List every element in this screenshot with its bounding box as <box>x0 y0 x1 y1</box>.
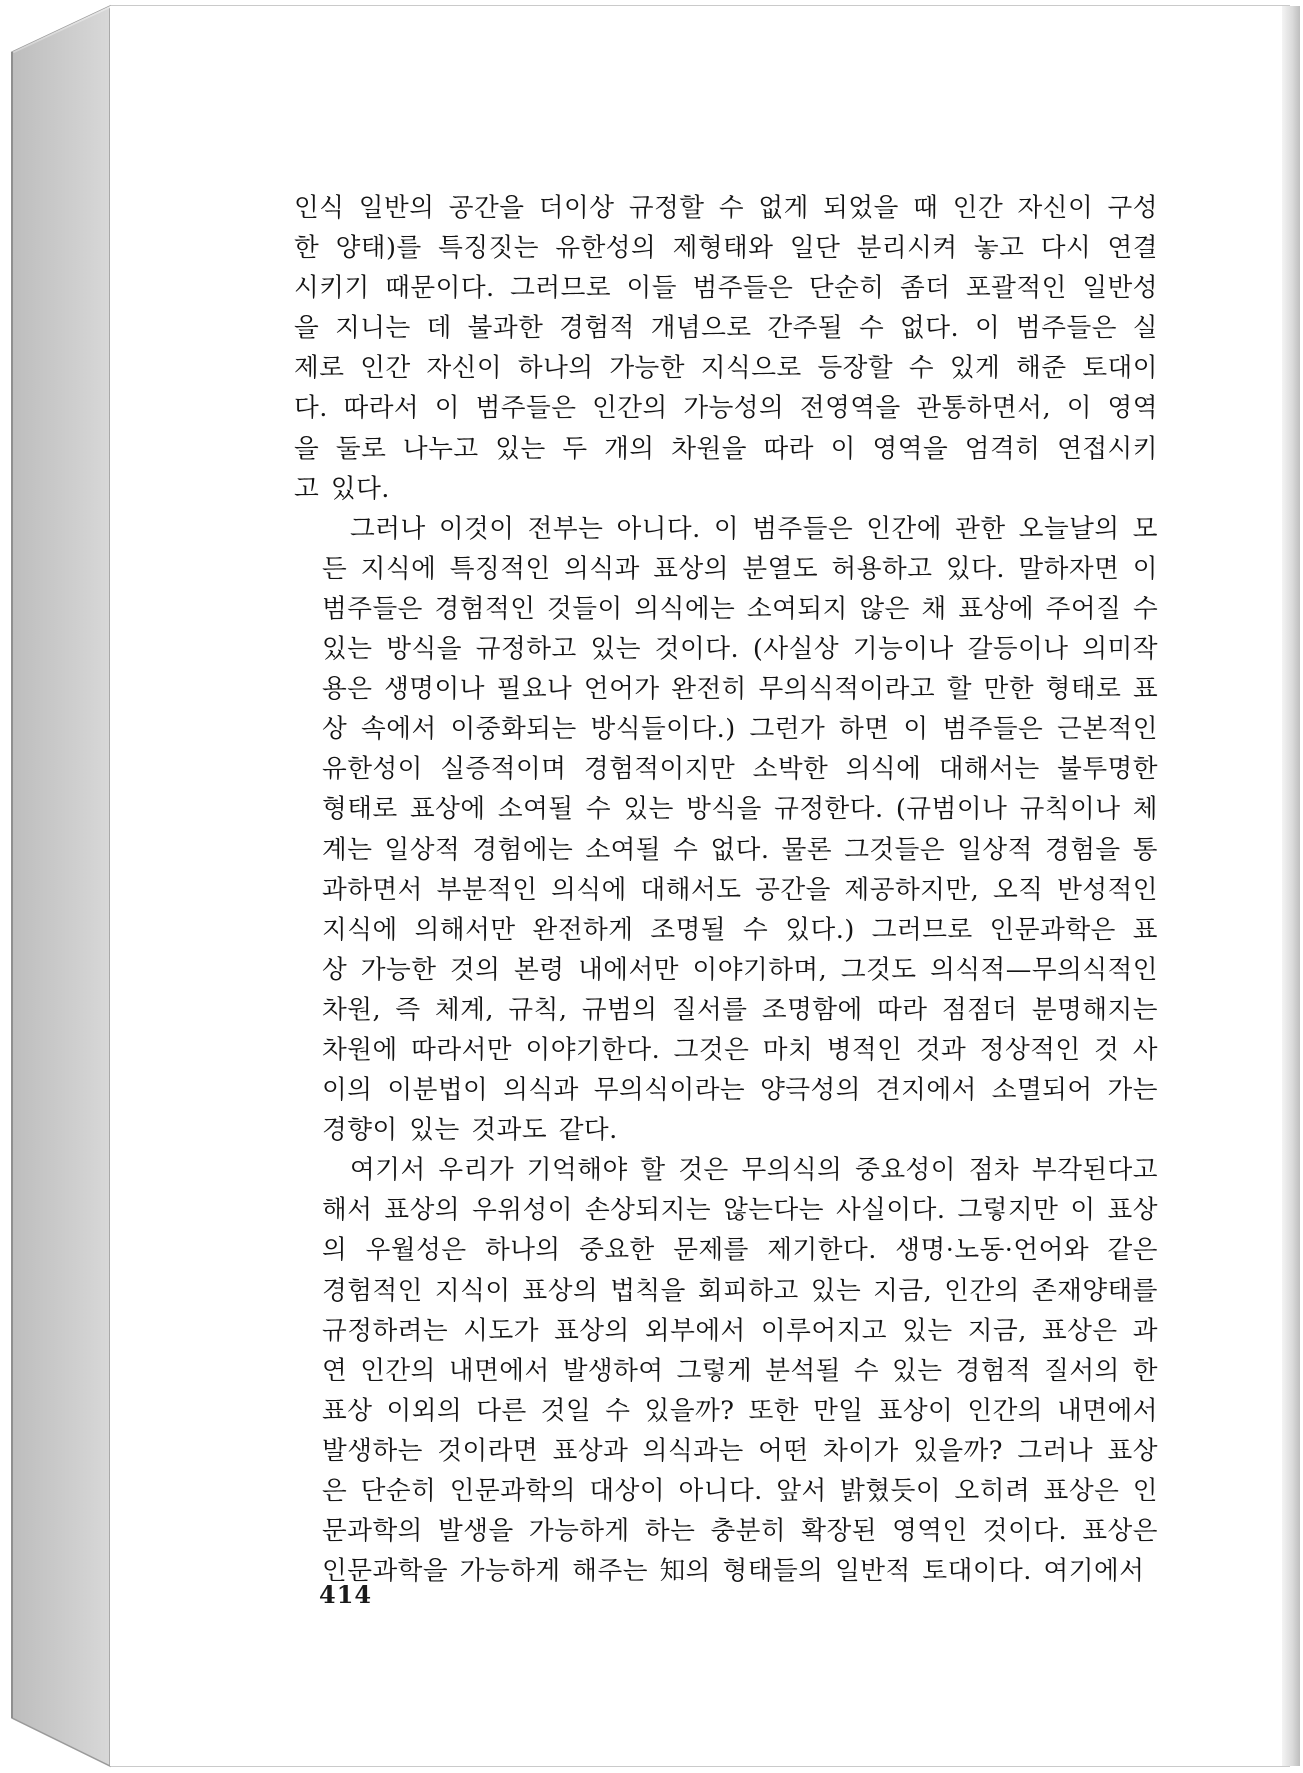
text-line: 다. 따라서 이 범주들은 인간의 가능성의 전영역을 관통하면서, 이 영역 <box>294 393 1158 424</box>
text-line: 을 지니는 데 불과한 경험적 개념으로 간주될 수 없다. 이 범주들은 실 <box>294 313 1158 344</box>
paragraph <box>294 509 1158 1151</box>
text-line: 과하면서 부분적인 의식에 대해서도 공간을 제공하지만, 오직 반성적인 <box>322 874 1158 905</box>
text-line: 차원, 즉 체계, 규칙, 규범의 질서를 조명함에 따라 점점더 분명해지는 <box>322 994 1158 1025</box>
text-line: 인문과학을 가능하게 해주는 知의 형태들의 일반적 토대이다. 여기에서 <box>322 1556 1145 1587</box>
text-line: 연 인간의 내면에서 발생하여 그렇게 분석될 수 있는 경험적 질서의 한 <box>322 1355 1158 1386</box>
text-line: 지식에 의해서만 완전하게 조명될 수 있다.) 그러므로 인문과학은 표 <box>322 914 1158 945</box>
text-line: 인식 일반의 공간을 더이상 규정할 수 없게 되었을 때 인간 자신이 구성 <box>294 193 1158 223</box>
text-line: 여기서 우리가 기억해야 할 것은 무의식의 중요성이 점차 부각된다고 <box>350 1155 1158 1186</box>
paragraph <box>294 1150 1158 1591</box>
paragraph <box>294 188 1158 509</box>
text-line: 해서 표상의 우위성이 손상되지는 않는다는 사실이다. 그렇지만 이 표상 <box>322 1195 1158 1226</box>
text-line: 발생하는 것이라면 표상과 의식과는 어떤 차이가 있을까? 그러나 표상 <box>322 1435 1158 1466</box>
text-line: 차원에 따라서만 이야기한다. 그것은 마치 병적인 것과 정상적인 것 사 <box>322 1034 1158 1065</box>
text-line: 한 양태)를 특징짓는 유한성의 제형태와 일단 분리시켜 놓고 다시 연결 <box>294 233 1158 264</box>
text-line: 계는 일상적 경험에는 소여될 수 없다. 물론 그것들은 일상적 경험을 통 <box>322 834 1158 865</box>
text-line: 상 가능한 것의 본령 내에서만 이야기하며, 그것도 의식적—무의식적인 <box>322 954 1158 985</box>
text-line: 형태로 표상에 소여될 수 있는 방식을 규정한다. (규범이나 규칙이나 체 <box>322 794 1158 825</box>
text-line: 규정하려는 시도가 표상의 외부에서 이루어지고 있는 지금, 표상은 과 <box>322 1315 1158 1346</box>
text-line: 제로 인간 자신이 하나의 가능한 지식으로 등장할 수 있게 해준 토대이 <box>294 353 1158 384</box>
page-right-edge-shadow <box>1282 6 1300 1766</box>
text-line: 고 있다. <box>294 473 390 504</box>
text-line: 문과학의 발생을 가능하게 하는 충분히 확장된 영역인 것이다. 표상은 <box>322 1516 1158 1547</box>
body-text <box>294 188 1158 1591</box>
text-line: 의 우월성은 하나의 중요한 문제를 제기한다. 생명·노동·언어와 같은 <box>322 1235 1158 1266</box>
text-line: 상 속에서 이중화되는 방식들이다.) 그런가 하면 이 범주들은 근본적인 <box>322 714 1158 745</box>
text-line: 을 둘로 나누고 있는 두 개의 차원을 따라 이 영역을 엄격히 연접시키 <box>294 433 1158 464</box>
text-line: 든 지식에 특징적인 의식과 표상의 분열도 허용하고 있다. 말하자면 이 <box>322 553 1158 584</box>
book-spine-shape <box>12 6 110 1766</box>
text-line: 있는 방식을 규정하고 있는 것이다. (사실상 기능이나 갈등이나 의미작 <box>322 634 1158 665</box>
text-line: 경향이 있는 것과도 같다. <box>322 1115 618 1146</box>
text-line: 은 단순히 인문과학의 대상이 아니다. 앞서 밝혔듯이 오히려 표상은 인 <box>322 1476 1158 1506</box>
text-line: 용은 생명이나 필요나 언어가 완전히 무의식적이라고 할 만한 형태로 표 <box>322 674 1159 705</box>
text-line: 그러나 이것이 전부는 아니다. 이 범주들은 인간에 관한 오늘날의 모 <box>350 513 1158 544</box>
text-line: 유한성이 실증적이며 경험적이지만 소박한 의식에 대해서는 불투명한 <box>322 754 1158 785</box>
text-line: 이의 이분법이 의식과 무의식이라는 양극성의 견지에서 소멸되어 가는 <box>322 1075 1158 1106</box>
text-line: 표상 이외의 다른 것일 수 있을까? 또한 만일 표상이 인간의 내면에서 <box>322 1395 1158 1426</box>
text-line: 시키기 때문이다. 그러므로 이들 범주들은 단순히 좀더 포괄적인 일반성 <box>294 273 1158 304</box>
page-number: 414 <box>319 1580 373 1609</box>
text-line: 범주들은 경험적인 것들이 의식에는 소여되지 않은 채 표상에 주어질 수 <box>322 593 1159 624</box>
text-line: 경험적인 지식이 표상의 법칙을 회피하고 있는 지금, 인간의 존재양태를 <box>322 1275 1158 1306</box>
